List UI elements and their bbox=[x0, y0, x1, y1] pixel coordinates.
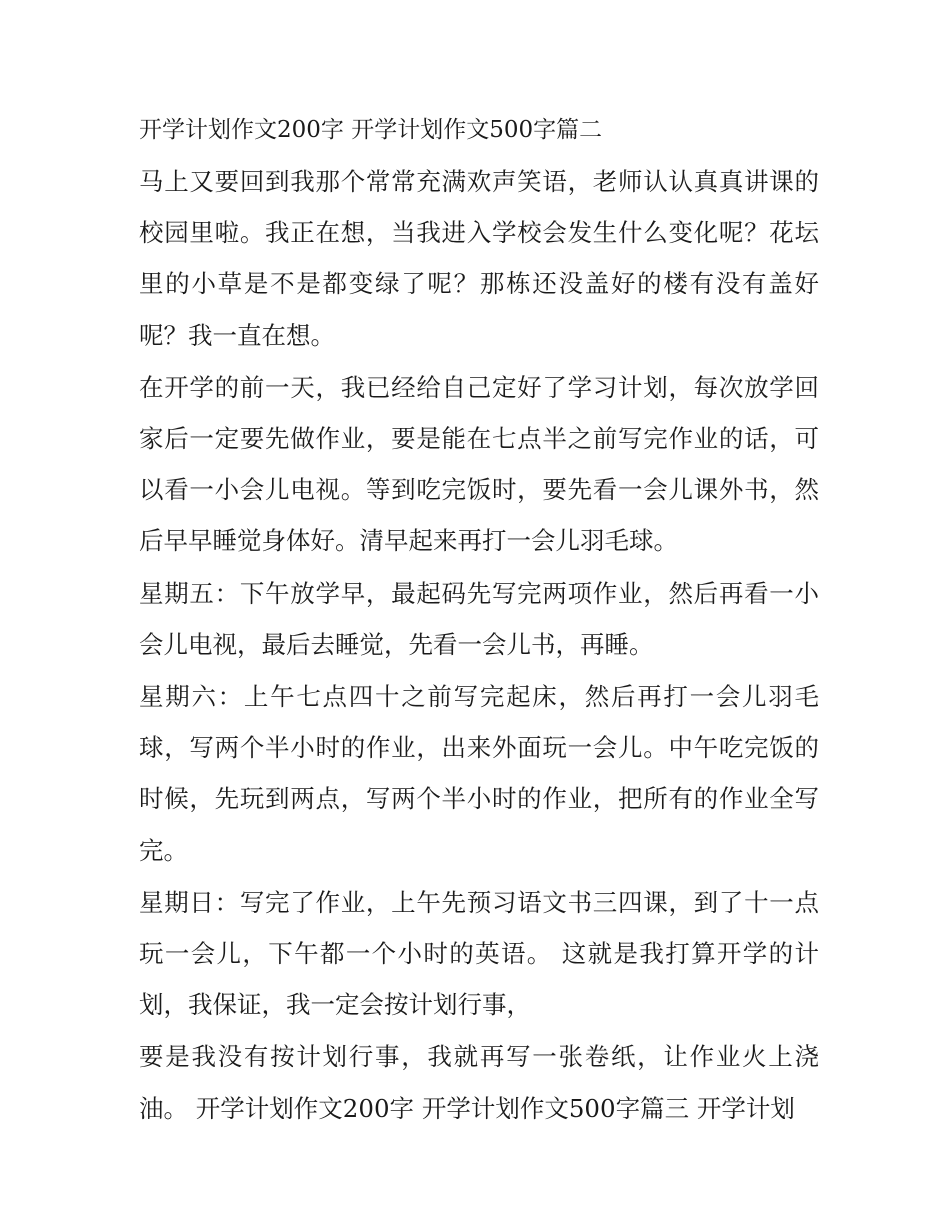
paragraph-saturday: 星期六：上午七点四十之前写完起床，然后再打一会儿羽毛球，写两个半小时的作业，出来外面玩一会儿。中午吃完饭的时候，先玩到两点，写两个半小时的作业，把所有的作业全写完。 bbox=[139, 682, 819, 865]
paragraph-sunday: 星期日：写完了作业，上午先预习语文书三四课，到了十一点玩一会儿，下午都一个小时的英语。 这就是我打算开学的计划，我保证，我一定会按计划行事， bbox=[139, 887, 819, 1020]
paragraph-study-plan: 在开学的前一天，我已经给自己定好了学习计划，每次放学回家后一定要先做作业，要是能在七点半之前写完作业的话，可以看一小会儿电视。等到吃完饭时，要先看一会儿课外书，然后早早睡觉身体好。清早起来再打一会儿羽毛球。 bbox=[139, 372, 819, 556]
paragraph-friday: 星期五：下午放学早，最起码先写完两项作业，然后再看一小会儿电视，最后去睡觉，先看一会儿书，再睡。 bbox=[139, 578, 819, 659]
paragraph-closing: 要是我没有按计划行事，我就再写一张卷纸，让作业火上浇油。 开学计划作文200字 开学计划作文500字篇三 开学计划 bbox=[139, 1042, 819, 1123]
document-body bbox=[139, 104, 819, 1135]
section-title: 开学计划作文200字 开学计划作文500字篇二 bbox=[139, 117, 603, 143]
paragraph-intro: 马上又要回到我那个常常充满欢声笑语，老师认认真真讲课的校园里啦。我正在想，当我进入学校会发生什么变化呢？花坛里的小草是不是都变绿了呢？那栋还没盖好的楼有没有盖好呢？我一直在想。 bbox=[139, 167, 819, 350]
